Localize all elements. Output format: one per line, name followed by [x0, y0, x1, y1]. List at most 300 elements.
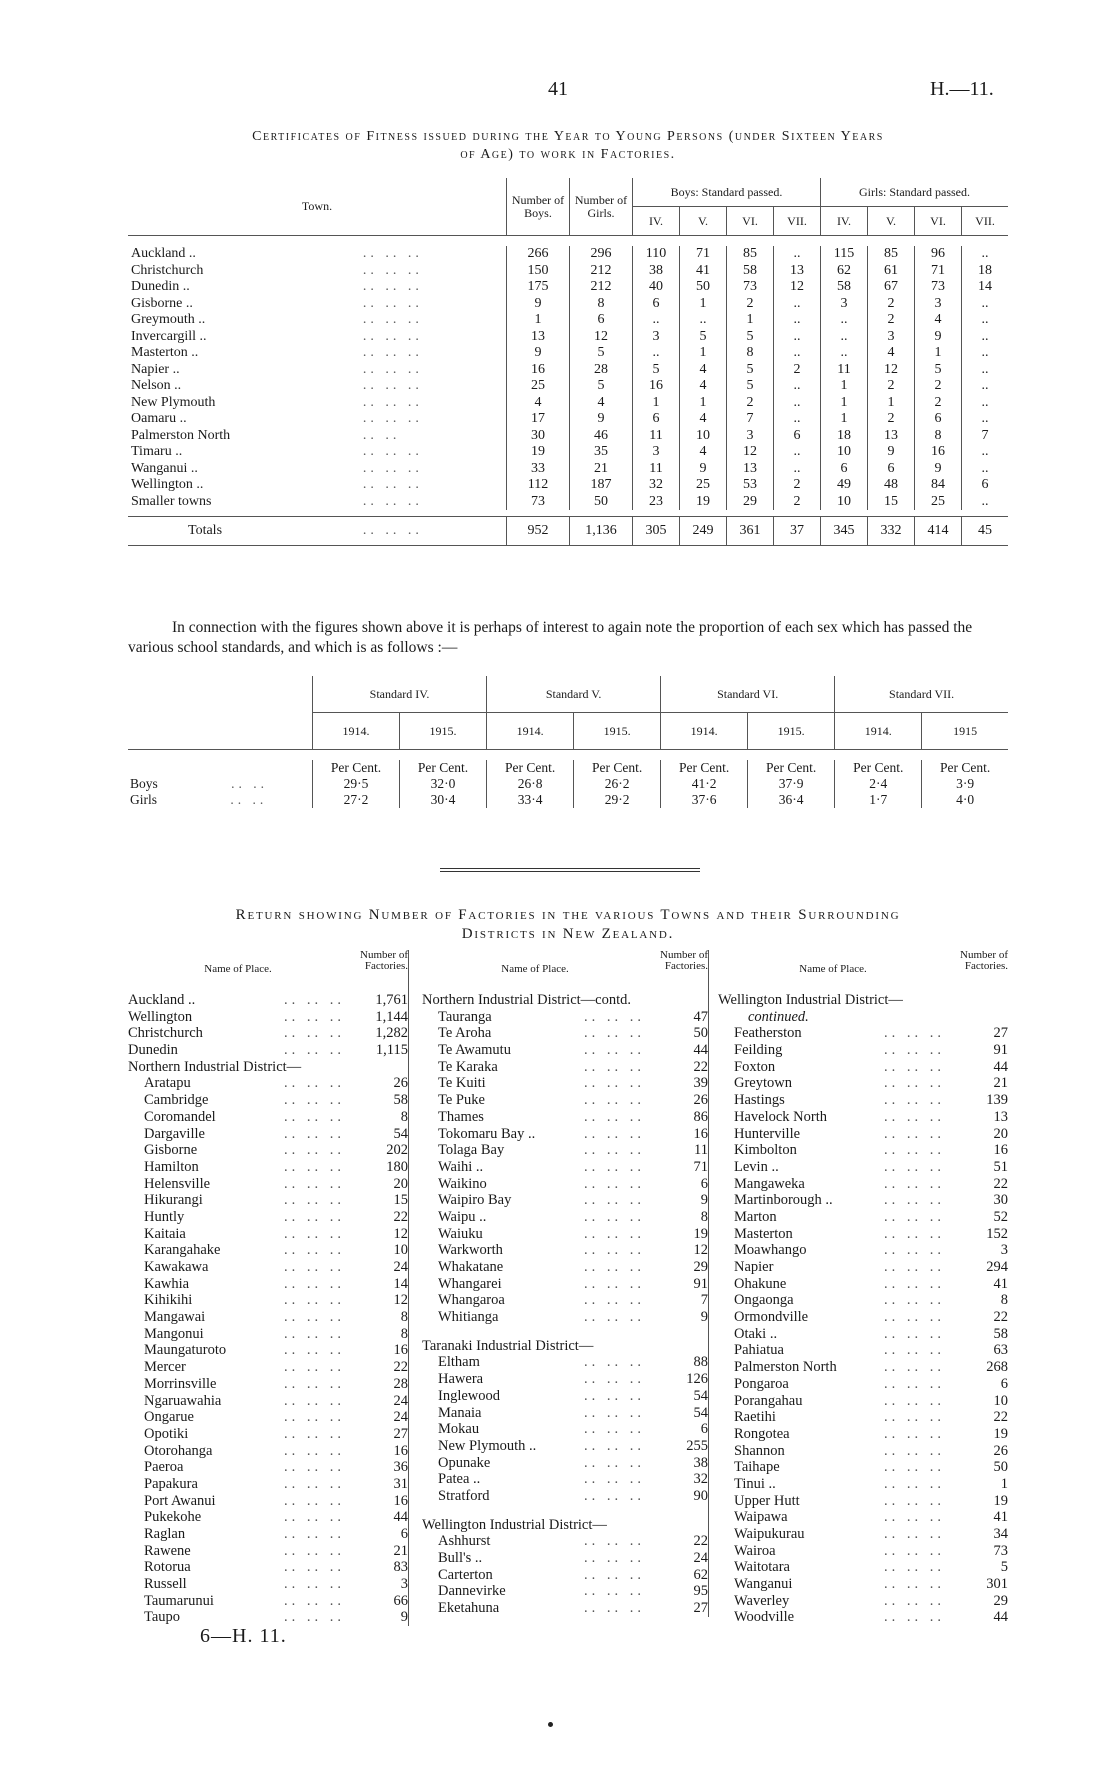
leader-dots: .. .. .. [884, 1275, 945, 1292]
town-name: Oamaru .. [131, 411, 187, 426]
factory-count: 41 [993, 1275, 1008, 1292]
cert-cell: 5 [727, 378, 774, 395]
leader-dots: .. .. .. [584, 1058, 645, 1075]
cert-cell: 71 [915, 263, 962, 280]
leader-dots: .. .. .. [884, 1459, 945, 1476]
factory-count: 12 [693, 1242, 708, 1259]
factories-column-header [128, 950, 408, 992]
cert-cell: 53 [727, 477, 774, 494]
cert-cell: 10 [680, 428, 727, 445]
cert-row [128, 279, 1008, 296]
leader-dots: .. .. .. [362, 477, 423, 492]
total-cell: 952 [507, 517, 570, 546]
factory-count: 139 [986, 1092, 1008, 1109]
factory-count: 12 [393, 1225, 408, 1242]
cert-cell: 12 [774, 279, 821, 296]
factory-row [718, 1409, 1008, 1426]
place-name: Taupo [144, 1609, 181, 1626]
town-name: Gisborne .. [131, 295, 193, 311]
place-name: New Plymouth .. [438, 1437, 537, 1454]
cert-row [128, 477, 1008, 494]
factory-count: 50 [693, 1025, 708, 1042]
name-header: Name of Place. [501, 963, 569, 975]
place-name: Patea .. [438, 1471, 481, 1488]
factory-row [128, 1209, 408, 1226]
std-col-header: V. [868, 207, 915, 236]
leader-dots: .. .. .. [284, 1592, 345, 1609]
leader-dots: .. .. .. [284, 1526, 345, 1542]
year-header: 1915. [400, 713, 487, 750]
factory-count: 20 [993, 1125, 1008, 1142]
factory-row [422, 1488, 708, 1505]
pct-cell: 37·9 [748, 776, 835, 792]
leader-dots: .. .. .. [884, 1409, 945, 1426]
leader-dots: .. .. .. [584, 1108, 645, 1125]
factory-row [422, 1309, 708, 1326]
district-heading [718, 992, 1008, 1009]
certificates-table [128, 178, 1008, 546]
cert-cell: 2 [727, 296, 774, 313]
factory-count: 9 [700, 1192, 708, 1209]
factory-count: 34 [993, 1526, 1008, 1542]
factory-count: 9 [700, 1309, 708, 1326]
town-header: Town. [128, 178, 507, 236]
place-name: Waihi .. [438, 1158, 484, 1175]
factory-count: 6 [700, 1421, 708, 1438]
leader-dots: .. .. .. [284, 1542, 345, 1559]
place-name: Waipiro Bay [438, 1192, 512, 1209]
cert-row [128, 329, 1008, 346]
cert-cell: 73 [507, 494, 570, 511]
place-name: Raetihi [734, 1409, 776, 1426]
cert-cell: 7 [727, 411, 774, 428]
place-name: Hamilton [144, 1158, 199, 1175]
cert-cell: 1 [915, 345, 962, 362]
factory-count: 7 [700, 1292, 708, 1309]
pct-cell: 27·2 [313, 792, 400, 808]
factory-row [422, 1276, 708, 1293]
year-header: 1915. [748, 713, 835, 750]
cert-cell: .. [962, 246, 1009, 263]
std-col-header: IV. [821, 207, 868, 236]
leader-dots: .. .. .. [884, 1292, 945, 1309]
leader-dots: .. .. .. [884, 1559, 945, 1576]
cert-cell: 6 [774, 428, 821, 445]
cert-cell: 50 [570, 494, 633, 511]
cert-row [128, 263, 1008, 280]
town-name: Masterton .. [131, 345, 199, 360]
cert-cell: 9 [570, 411, 633, 428]
cert-cell: 18 [821, 428, 868, 445]
cert-cell: 10 [821, 494, 868, 511]
factory-row [718, 1309, 1008, 1326]
factory-count: 22 [693, 1058, 708, 1075]
factory-row [128, 1276, 408, 1293]
leader-dots: .. .. .. [284, 1125, 345, 1142]
cert-cell: 8 [915, 428, 962, 445]
cert-cell: 4 [868, 345, 915, 362]
cert-cell: .. [774, 411, 821, 428]
std-col-header: V. [680, 207, 727, 236]
place-name: Waiuku [438, 1225, 483, 1242]
factory-count: 16 [993, 1142, 1008, 1159]
place-name: Ongaonga [734, 1292, 794, 1309]
factory-row [128, 1393, 408, 1410]
place-name: Christchurch [128, 1025, 203, 1042]
place-name: Hunterville [734, 1125, 801, 1142]
std-col-header: VII. [774, 207, 821, 236]
factory-row [422, 1259, 708, 1276]
cert-cell: 67 [868, 279, 915, 296]
factory-count: 24 [393, 1259, 408, 1275]
pct-cell: 2·4 [835, 776, 922, 792]
leader-dots: .. .. .. [584, 1092, 645, 1109]
place-name: Russell [144, 1576, 187, 1593]
leader-dots: .. .. .. [284, 1192, 345, 1209]
town-name: Palmerston North [131, 427, 231, 443]
place-name: Ngaruawahia [144, 1392, 222, 1409]
factory-row [128, 1459, 408, 1476]
pct-cell: 26·2 [574, 776, 661, 792]
factory-count: 27 [393, 1425, 408, 1442]
leader-dots: .. .. .. [584, 1275, 645, 1292]
factory-row [128, 1576, 408, 1593]
place-name: Feilding [734, 1042, 783, 1059]
leader-dots: .. .. .. [284, 1292, 345, 1309]
leader-dots: .. .. .. [884, 1042, 945, 1059]
town-name: Dunedin .. [131, 279, 190, 294]
leader-dots: .. .. .. [362, 246, 423, 261]
district-name: Taranaki Industrial District— [422, 1337, 594, 1354]
district-heading [422, 1338, 708, 1355]
place-name: Karangahake [144, 1242, 221, 1259]
factory-row [128, 1259, 408, 1276]
factory-count: 27 [993, 1025, 1008, 1042]
district-heading [128, 1059, 408, 1076]
unit-row [128, 760, 1008, 776]
cert-cell: 115 [821, 246, 868, 263]
unit-label: Per Cent. [748, 760, 835, 776]
factory-count: 22 [993, 1309, 1008, 1326]
factory-row [718, 1342, 1008, 1359]
place-name: Paeroa [144, 1459, 184, 1476]
cert-cell: 1 [868, 395, 915, 412]
factory-row [422, 1567, 708, 1584]
cert-cell: 19 [507, 444, 570, 461]
factory-count: 15 [393, 1192, 408, 1209]
place-name: Whakatane [438, 1259, 504, 1275]
cert-cell: 17 [507, 411, 570, 428]
factory-row [718, 1393, 1008, 1410]
factories-column-1 [128, 950, 409, 1626]
place-name: Tauranga [438, 1008, 492, 1025]
totals-row [128, 517, 1008, 546]
factory-row [718, 1209, 1008, 1226]
cert-row [128, 345, 1008, 362]
cert-cell: 112 [507, 477, 570, 494]
cert-cell: 7 [962, 428, 1009, 445]
pct-row-label: Boys .. .. [130, 776, 269, 791]
factory-row [718, 1576, 1008, 1593]
pct-row-label: Girls .. .. [130, 792, 268, 807]
place-name: Waipawa [734, 1509, 788, 1526]
town-name: Nelson .. [131, 378, 182, 393]
leader-dots: .. .. .. [584, 1354, 645, 1371]
factory-row [422, 1059, 708, 1076]
cert-cell: 212 [570, 263, 633, 280]
factory-count: 13 [993, 1108, 1008, 1125]
place-name: Raglan [144, 1526, 186, 1542]
factory-row [718, 1292, 1008, 1309]
factory-count: 95 [693, 1583, 708, 1600]
place-name: Levin .. [734, 1158, 779, 1175]
cert-table-body [128, 236, 1008, 546]
factory-row [718, 1526, 1008, 1543]
cert-cell: 12 [570, 329, 633, 346]
cert-cell: 33 [507, 461, 570, 478]
factory-count: 88 [693, 1354, 708, 1371]
leader-dots: .. .. .. [584, 1175, 645, 1192]
cert-row [128, 246, 1008, 263]
cert-cell: 21 [570, 461, 633, 478]
leader-dots: .. .. .. [584, 1421, 645, 1438]
leader-dots: .. .. .. [884, 1542, 945, 1559]
factory-count: 202 [386, 1142, 408, 1159]
factory-row [128, 1543, 408, 1560]
factory-count: 6 [1000, 1375, 1008, 1392]
leader-dots: .. .. .. [284, 1158, 345, 1175]
cert-cell: 85 [868, 246, 915, 263]
cert-cell: 2 [774, 494, 821, 511]
factory-row [422, 1455, 708, 1472]
factory-count: 255 [686, 1437, 708, 1454]
cert-cell: 13 [774, 263, 821, 280]
cert-cell: 1 [680, 345, 727, 362]
pct-row [128, 776, 1008, 792]
factories-column-2 [422, 950, 709, 1617]
factory-row [128, 1075, 408, 1092]
leader-dots: .. .. .. [360, 517, 507, 546]
leader-dots: .. .. .. [284, 1042, 345, 1059]
factory-count: 52 [993, 1208, 1008, 1225]
factory-count: 14 [393, 1275, 408, 1292]
cert-cell: .. [774, 345, 821, 362]
unit-label: Per Cent. [835, 760, 922, 776]
leader-dots: .. .. .. [884, 1208, 945, 1225]
place-name: Waipukurau [734, 1526, 805, 1542]
cert-cell: 2 [915, 378, 962, 395]
leader-dots: .. .. .. [584, 1075, 645, 1092]
cert-row [128, 494, 1008, 511]
factory-row [718, 1476, 1008, 1493]
leader-dots: .. .. .. [584, 1309, 645, 1326]
place-name: Whitianga [438, 1309, 499, 1326]
factory-count: 20 [393, 1175, 408, 1192]
place-name: Te Aroha [438, 1025, 492, 1042]
factory-count: 8 [400, 1309, 408, 1326]
cert-cell: 3 [633, 444, 680, 461]
leader-dots: .. .. .. [884, 1492, 945, 1509]
leader-dots: .. .. .. [584, 1583, 645, 1600]
town-name: Auckland .. [131, 246, 196, 261]
factory-count: 21 [393, 1542, 408, 1559]
leader-dots: .. .. .. [884, 1158, 945, 1175]
cert-cell: 41 [680, 263, 727, 280]
leader-dots: .. .. .. [884, 1442, 945, 1459]
cert-cell: 5 [727, 329, 774, 346]
cert-cell: 58 [821, 279, 868, 296]
factory-row [422, 1025, 708, 1042]
cert-cell: 5 [727, 362, 774, 379]
factory-count: 24 [393, 1392, 408, 1409]
factory-count: 22 [693, 1533, 708, 1550]
cert-cell: .. [774, 378, 821, 395]
factory-row [718, 1226, 1008, 1243]
cert-cell: 28 [570, 362, 633, 379]
place-name: Wellington [128, 1008, 193, 1025]
factory-count: 51 [993, 1158, 1008, 1175]
pct-cell: 37·6 [661, 792, 748, 808]
leader-dots: .. .. .. [584, 1487, 645, 1504]
place-name: Dunedin [128, 1042, 178, 1059]
factory-row [128, 1559, 408, 1576]
factory-row [422, 1583, 708, 1600]
place-name: Porangahau [734, 1392, 803, 1409]
cert-cell: 3 [915, 296, 962, 313]
std-col-header: VII. [962, 207, 1009, 236]
cert-cell: .. [774, 395, 821, 412]
cert-cell: 48 [868, 477, 915, 494]
cert-cell: 16 [915, 444, 962, 461]
cert-cell: 6 [915, 411, 962, 428]
factory-count: 6 [700, 1175, 708, 1192]
cert-cell: 13 [507, 329, 570, 346]
place-name: Tokomaru Bay .. [438, 1125, 536, 1142]
cert-cell: 5 [915, 362, 962, 379]
place-name: Bull's .. [438, 1550, 483, 1566]
percentage-table [128, 676, 1008, 808]
factory-count: 12 [393, 1292, 408, 1309]
place-name: Foxton [734, 1058, 776, 1075]
pct-cell: 33·4 [487, 792, 574, 808]
factory-row [718, 1426, 1008, 1443]
total-cell: 249 [680, 517, 727, 546]
place-name: Mokau [438, 1421, 480, 1438]
leader-dots: .. .. .. [584, 1125, 645, 1142]
cert-cell: 12 [727, 444, 774, 461]
year-header: 1914. [661, 713, 748, 750]
place-name: Ashhurst [438, 1533, 491, 1550]
factory-count: 29 [693, 1259, 708, 1275]
district-heading [422, 992, 708, 1009]
leader-dots: .. .. .. [284, 1142, 345, 1159]
place-name: Rotorua [144, 1559, 191, 1576]
place-name: Shannon [734, 1442, 785, 1459]
section-divider [440, 868, 700, 872]
factory-row [422, 1075, 708, 1092]
town-name: Christchurch [131, 262, 204, 278]
place-name: Moawhango [734, 1242, 807, 1259]
cert-cell: 8 [727, 345, 774, 362]
pct-cell: 29·2 [574, 792, 661, 808]
factory-count: 32 [693, 1471, 708, 1488]
leader-dots: .. .. .. [284, 1025, 345, 1042]
factory-count: 28 [393, 1375, 408, 1392]
factory-count: 16 [393, 1342, 408, 1359]
cert-row [128, 362, 1008, 379]
factory-count: 31 [393, 1475, 408, 1492]
factory-count: 66 [393, 1592, 408, 1609]
cert-cell: .. [680, 312, 727, 329]
factories-title-line1: Return showing Number of Factories in the various Towns and their Surrounding [235, 907, 901, 923]
factory-row [718, 1443, 1008, 1460]
leader-dots: .. .. .. [284, 1576, 345, 1593]
factory-count: 8 [400, 1325, 408, 1342]
leader-dots: .. .. .. [584, 1158, 645, 1175]
place-name: Hikurangi [144, 1192, 203, 1209]
factory-row [718, 1559, 1008, 1576]
cert-cell: 62 [821, 263, 868, 280]
year-header: 1915. [574, 713, 661, 750]
leader-dots: .. .. .. [284, 1275, 345, 1292]
cert-cell: .. [774, 329, 821, 346]
cert-cell: 16 [633, 378, 680, 395]
place-name: Auckland .. [128, 992, 196, 1008]
town-name: Timaru .. [131, 444, 183, 459]
factory-row [718, 1159, 1008, 1176]
pct-cell: 36·4 [748, 792, 835, 808]
leader-dots: .. .. .. [284, 1259, 345, 1275]
cert-cell: .. [962, 378, 1009, 395]
std-col-header: VI. [727, 207, 774, 236]
place-name: Upper Hutt [734, 1492, 800, 1509]
factory-count: 83 [393, 1559, 408, 1576]
district-heading [422, 1517, 708, 1534]
cert-cell: 212 [570, 279, 633, 296]
factory-row [128, 1042, 408, 1059]
place-name: Masterton [734, 1225, 793, 1242]
cert-cell: 9 [915, 461, 962, 478]
place-name: Waipu .. [438, 1208, 487, 1225]
leader-dots: .. .. .. [884, 1058, 945, 1075]
cert-cell: 49 [821, 477, 868, 494]
leader-dots: .. .. .. [884, 1192, 945, 1209]
page-number: 41 [548, 78, 568, 100]
factory-row [718, 1075, 1008, 1092]
leader-dots: .. .. .. [362, 493, 423, 509]
leader-dots: .. .. .. [884, 1576, 945, 1593]
leader-dots: .. .. .. [884, 1342, 945, 1359]
leader-dots: .. .. .. [884, 1142, 945, 1159]
place-name: Inglewood [438, 1387, 501, 1404]
factory-count: 152 [986, 1225, 1008, 1242]
cert-cell: 73 [915, 279, 962, 296]
cert-cell: 85 [727, 246, 774, 263]
cert-cell: .. [962, 444, 1009, 461]
place-name: Te Puke [438, 1092, 485, 1109]
factory-row [128, 1092, 408, 1109]
leader-dots: .. .. .. [884, 1509, 945, 1526]
factory-row [718, 1025, 1008, 1042]
leader-dots: .. .. .. [584, 1242, 645, 1259]
total-cell: 1,136 [570, 517, 633, 546]
leader-dots: .. .. .. [284, 1309, 345, 1326]
factory-row [128, 1025, 408, 1042]
place-name: Te Kuiti [438, 1075, 486, 1092]
leader-dots: .. .. .. [884, 1359, 945, 1376]
place-name: Te Awamutu [438, 1042, 511, 1059]
cert-cell: 9 [915, 329, 962, 346]
